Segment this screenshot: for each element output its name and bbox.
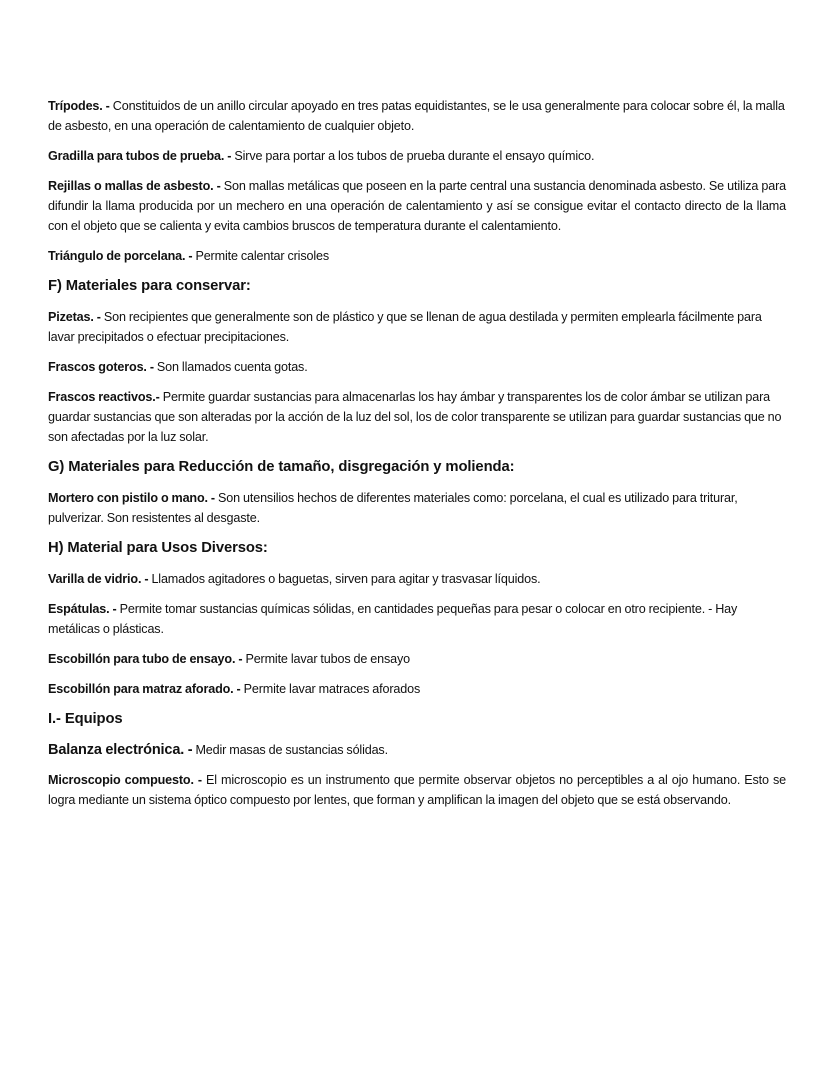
section-heading-f: F) Materiales para conservar: (48, 278, 251, 294)
entry-gradilla (48, 146, 786, 166)
entry-term: Balanza electrónica. - (48, 742, 193, 758)
entry-description: Permite lavar tubos de ensayo (242, 652, 410, 666)
entry-term: Trípodes. - (48, 99, 110, 113)
entry-term: Gradilla para tubos de prueba. - (48, 149, 232, 163)
entry-espatulas (48, 599, 786, 639)
entry-term: Microscopio compuesto. - (48, 773, 202, 787)
entry-varilla (48, 569, 786, 589)
entry-balanza (48, 740, 786, 760)
entry-description: Son utensilios hechos de diferentes materiales como: porcelana, el cual es utilizado para triturar, pulverizar. Son resistentes al desgaste. (48, 491, 738, 525)
entry-description: Constituidos de un anillo circular apoyado en tres patas equidistantes, se le usa generalmente para colocar sobre él, la malla de asbesto, en una operación de calentamiento de cualquier objeto. (48, 99, 785, 133)
entry-description: Son mallas metálicas que poseen en la parte central una sustancia denominada asbesto. Se utiliza para difundir la llama producida por un mechero en una operación de calentamiento y así se consigue evitar el contacto directo de la llama con el objeto que se calienta y evita cambios bruscos de temperatura durante el calentamiento. (48, 179, 786, 233)
section-heading-h: H) Material para Usos Diversos: (48, 540, 268, 556)
entry-description: Permite calentar crisoles (192, 249, 329, 263)
entry-term: Triángulo de porcelana. - (48, 249, 193, 263)
entry-description: Sirve para portar a los tubos de prueba durante el ensayo químico. (231, 149, 595, 163)
entry-escobillon-matraz (48, 679, 786, 699)
entry-term: Escobillón para tubo de ensayo. - (48, 652, 243, 666)
entry-term: Rejillas o mallas de asbesto. - (48, 179, 221, 193)
entry-pizetas (48, 307, 786, 347)
entry-description: Llamados agitadores o baguetas, sirven para agitar y trasvasar líquidos. (148, 572, 541, 586)
entry-term: Varilla de vidrio. - (48, 572, 149, 586)
entry-term: Espátulas. - (48, 602, 117, 616)
entry-description: El microscopio es un instrumento que permite observar objetos no perceptibles a al ojo humano. Esto se logra mediante un sistema óptico compuesto por lentes, que forman y amplifican la imagen del objeto que se está observando. (48, 773, 786, 807)
entry-frascos-reactivos (48, 387, 786, 447)
entry-term: Escobillón para matraz aforado. - (48, 682, 241, 696)
document-page (48, 96, 786, 820)
section-heading-i: I.- Equipos (48, 711, 123, 727)
entry-mortero (48, 488, 786, 528)
entry-escobillon-tubo (48, 649, 786, 669)
entry-description: Medir masas de sustancias sólidas. (192, 743, 388, 757)
entry-description: Son recipientes que generalmente son de plástico y que se llenan de agua destilada y permiten emplearla fácilmente para lavar precipitados o efectuar precipitaciones. (48, 310, 762, 344)
entry-rejillas (48, 176, 786, 236)
entry-triangulo (48, 246, 786, 266)
entry-frascos-goteros (48, 357, 786, 377)
entry-description: Permite lavar matraces aforados (240, 682, 421, 696)
entry-term: Mortero con pistilo o mano. - (48, 491, 215, 505)
section-heading-g: G) Materiales para Reducción de tamaño, disgregación y molienda: (48, 459, 515, 475)
entry-tripodes (48, 96, 786, 136)
entry-term: Frascos goteros. - (48, 360, 154, 374)
entry-description: Son llamados cuenta gotas. (153, 360, 308, 374)
entry-description: Permite guardar sustancias para almacenarlas los hay ámbar y transparentes los de color ámbar se utilizan para guardar sustancias que son alteradas por la acción de la luz del sol, los de color transparente se utilizan para guardar sustancias que no son afectadas por la luz solar. (48, 390, 782, 444)
entry-description: Permite tomar sustancias químicas sólidas, en cantidades pequeñas para pesar o colocar en otro recipiente. - Hay metálicas o plásticas. (48, 602, 738, 636)
entry-microscopio (48, 770, 786, 810)
entry-term: Frascos reactivos.- (48, 390, 160, 404)
entry-term: Pizetas. - (48, 310, 101, 324)
